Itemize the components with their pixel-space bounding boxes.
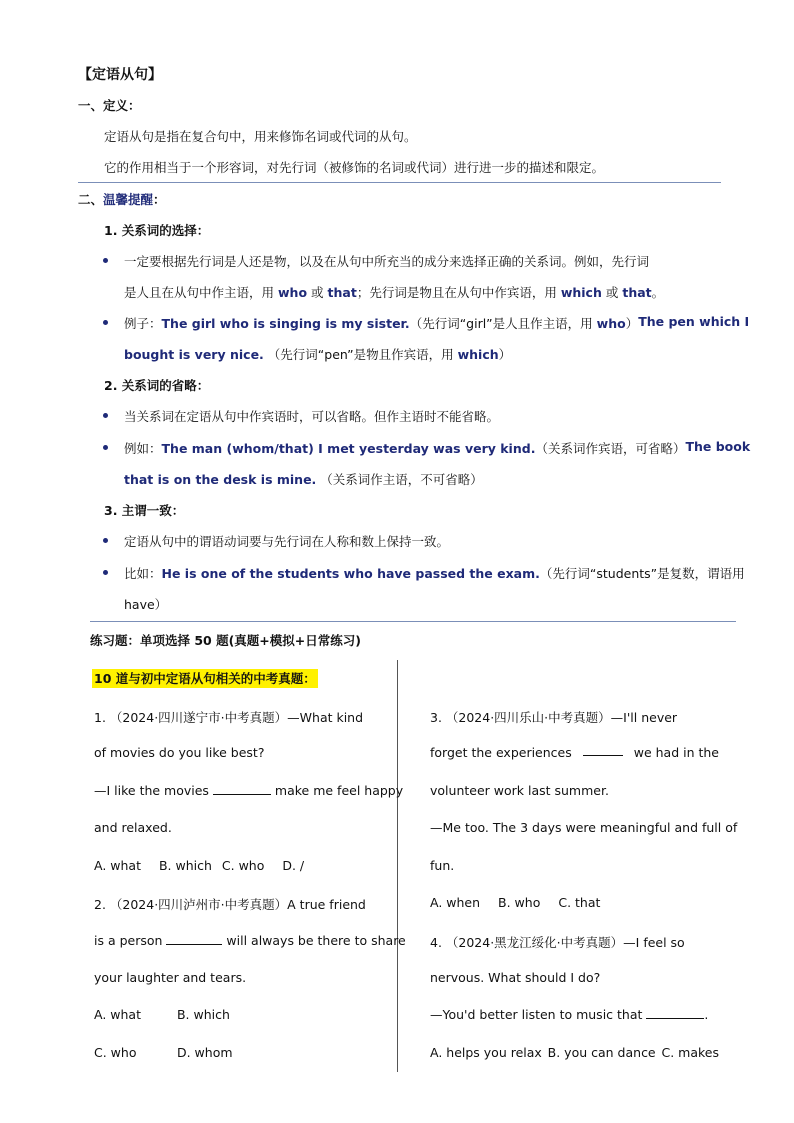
option-b[interactable]: B. who <box>498 895 541 910</box>
point-2-heading: 2. 关系词的省略： <box>104 378 210 393</box>
document-title: 【定语从句】 <box>78 67 162 83</box>
example-sentence: The man (whom/that) I met yesterday was very kind. <box>161 441 536 456</box>
example-sentence: The girl who is singing is my sister. <box>161 316 410 331</box>
example-sentence: that is on the desk is mine. <box>124 472 317 487</box>
text-span: 是人且在从句中作主语，用 <box>124 285 275 300</box>
q2-options-row-2 <box>94 1045 247 1060</box>
keyword-who: who <box>278 285 308 300</box>
q2-options-row-1 <box>94 1007 244 1022</box>
q4-line-2: nervous. What should I do? <box>430 970 601 985</box>
text-span: （先行词“girl”是人且作主语，用 <box>409 316 593 331</box>
bullet-icon <box>103 258 108 263</box>
bullet-icon <box>103 538 108 543</box>
point-3-heading: 3. 主谓一致： <box>104 503 185 518</box>
q2-line-1: 2. （2024·四川泸州市·中考真题）A true friend <box>94 897 366 912</box>
bullet-icon <box>103 445 108 450</box>
example-sentence: The book <box>685 439 751 454</box>
option-a[interactable]: A. what <box>94 858 141 873</box>
divider-2 <box>90 621 736 622</box>
text-span: 例如： <box>124 441 162 456</box>
text-span: （关系词作宾语，可省略） <box>535 441 686 456</box>
section-2-suffix: ： <box>153 192 166 207</box>
q3-line-4: —Me too. The 3 days were meaningful and full of <box>430 820 738 835</box>
option-c[interactable]: C. that <box>558 895 601 910</box>
answer-blank[interactable] <box>166 934 222 945</box>
q3-line-1: 3. （2024·四川乐山·中考真题）—I'll never <box>430 710 678 725</box>
q1-line-2: of movies do you like best? <box>94 745 265 760</box>
answer-blank[interactable] <box>583 745 623 756</box>
option-b[interactable]: B. which <box>176 1007 230 1022</box>
text-span: 例子： <box>124 316 162 331</box>
text-span: ） <box>498 347 512 362</box>
keyword-that: that <box>622 285 652 300</box>
q3-line-5: fun. <box>430 858 455 873</box>
q3-line-2 <box>430 745 719 760</box>
answer-blank[interactable] <box>646 1008 704 1019</box>
divider-1 <box>78 182 721 183</box>
text-span: ） <box>625 316 639 331</box>
text-span: —I like the movies <box>94 783 209 798</box>
answer-blank[interactable] <box>213 784 271 795</box>
keyword-which: which <box>457 347 499 362</box>
keyword-which: which <box>560 285 602 300</box>
option-a[interactable]: A. what <box>94 1007 141 1022</box>
text-span: —You'd better listen to music that <box>430 1007 643 1022</box>
text-span: make me feel happy <box>274 783 404 798</box>
text-span: （先行词“students”是复数，谓语用 <box>539 566 745 581</box>
point-1-bullet-2-line-2 <box>124 345 511 363</box>
q2-line-2 <box>94 933 406 948</box>
definition-line-1: 定语从句是指在复合句中，用来修饰名词或代词的从句。 <box>104 129 417 144</box>
point-2-bullet-1: 当关系词在定语从句中作宾语时，可以省略。但作主语时不能省略。 <box>124 409 500 424</box>
option-d[interactable]: D. whom <box>176 1045 233 1060</box>
text-span: 或 <box>605 285 619 300</box>
option-c[interactable]: C. who <box>94 1045 137 1060</box>
bullet-icon <box>103 570 108 575</box>
text-span: （关系词作主语，不可省略） <box>320 472 483 487</box>
bullet-icon <box>103 413 108 418</box>
q1-line-4: and relaxed. <box>94 820 172 835</box>
q3-options <box>430 895 614 910</box>
option-c[interactable]: C. who <box>221 858 265 873</box>
example-sentence: He is one of the students who have passed the exam. <box>161 566 540 581</box>
section-2-prefix: 二、 <box>78 192 104 207</box>
point-2-bullet-2-line-1 <box>124 439 751 457</box>
keyword-that: that <box>327 285 357 300</box>
keyword-who: who <box>596 316 626 331</box>
point-2-bullet-2-line-2 <box>124 470 483 488</box>
text-span: 。 <box>651 285 665 300</box>
q1-line-3 <box>94 783 403 798</box>
section-2-title <box>78 190 166 208</box>
q4-line-1: 4. （2024·黑龙江绥化·中考真题）—I feel so <box>430 935 685 950</box>
q4-line-3 <box>430 1007 708 1022</box>
text-span: is a person <box>94 933 163 948</box>
q3-line-3: volunteer work last summer. <box>430 783 609 798</box>
point-1-heading: 1. 关系词的选择： <box>104 223 210 238</box>
section-2-main: 温馨提醒 <box>103 192 154 207</box>
q4-options <box>430 1045 719 1060</box>
point-1-bullet-1-line-2 <box>124 283 664 301</box>
point-3-bullet-2-line-1 <box>124 564 745 582</box>
text-span: ；先行词是物且在从句中作宾语，用 <box>356 285 557 300</box>
text-span: will always be there to share <box>226 933 406 948</box>
column-divider <box>397 660 398 1072</box>
option-a[interactable]: A. when <box>430 895 481 910</box>
q2-line-3: your laughter and tears. <box>94 970 247 985</box>
text-span: 或 <box>311 285 324 300</box>
bullet-icon <box>103 320 108 325</box>
point-1-bullet-2-line-1 <box>124 314 750 332</box>
q1-line-1: 1. （2024·四川遂宁市·中考真题）—What kind <box>94 710 364 725</box>
q1-options <box>94 858 318 873</box>
point-3-bullet-2-line-2: have） <box>124 597 168 612</box>
practice-label: 练习题：单项选择 50 题(真题+模拟+日常练习) <box>90 633 361 648</box>
point-3-bullet-1: 定语从句中的谓语动词要与先行词在人称和数上保持一致。 <box>124 534 450 549</box>
text-span: 比如： <box>124 566 162 581</box>
practice-highlight <box>92 669 318 687</box>
option-c[interactable]: C. makes <box>661 1045 719 1060</box>
text-span: （先行词“pen”是物且作宾语，用 <box>267 347 454 362</box>
definition-line-2: 它的作用相当于一个形容词，对先行词（被修饰的名词或代词）进行进一步的描述和限定。 <box>104 160 605 175</box>
option-a[interactable]: A. helps you relax <box>430 1045 542 1060</box>
example-sentence: bought is very nice. <box>124 347 264 362</box>
option-d[interactable]: D. / <box>282 858 305 873</box>
option-b[interactable]: B. you can dance <box>547 1045 656 1060</box>
example-sentence: The pen which I <box>638 314 750 329</box>
text-span: . <box>704 1007 709 1022</box>
text-span: forget the experiences <box>430 745 572 760</box>
section-1-title: 一、定义： <box>78 98 141 113</box>
option-b[interactable]: B. which <box>158 858 212 873</box>
highlighted-heading: 10 道与初中定语从句相关的中考真题： <box>94 671 316 686</box>
point-1-bullet-1-line-1: 一定要根据先行词是人还是物，以及在从句中所充当的成分来选择正确的关系词。例如，先行词 <box>124 254 650 269</box>
text-span: we had in the <box>633 745 719 760</box>
